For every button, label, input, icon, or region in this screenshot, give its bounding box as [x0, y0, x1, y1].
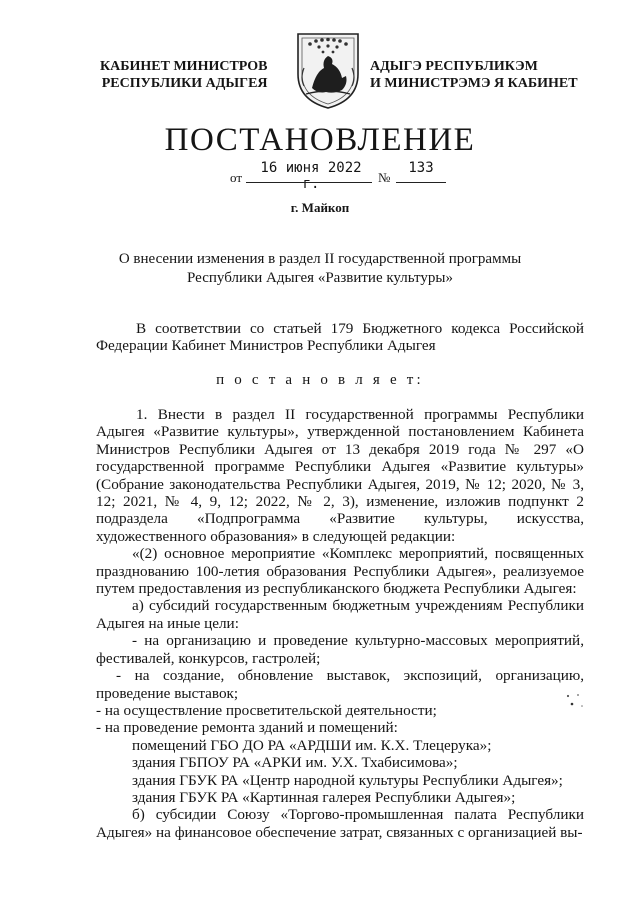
list-item: здания ГБУК РА «Картинная галерея Республики Адыгея»; [132, 788, 516, 806]
paragraph: а) субсидий государственным бюджетным учреждениям Республики Адыгея на иные цели: [96, 597, 584, 632]
coat-of-arms-icon [288, 28, 368, 110]
document-subject [0, 250, 640, 288]
paragraph: «(2) основное мероприятие «Комплекс мероприятий, посвященных празднованию 100-летия образования Республики Адыгея», реализуемое путем предоставления из республиканского бюджета Республики Адыгея: [96, 545, 584, 598]
list-item: здания ГБУК РА «Центр народной культуры Республики Адыгея»; [132, 771, 563, 789]
subject-line: О внесении изменения в раздел II государственной программы [118, 251, 522, 267]
list-item: здания ГБПОУ РА «АРКИ им. У.Х. Тхабисимова»; [132, 754, 458, 772]
document-number: 133 [408, 160, 434, 176]
subject-line: Республики Адыгея «Развитие культуры» [187, 270, 453, 286]
scan-speck-mark [564, 692, 588, 714]
issuer-line: И МИНИСТРЭМЭ Я КАБИНЕТ [370, 76, 578, 91]
paragraph: б) субсидии Союзу «Торгово-промышленная палата Республики Адыгея» на финансовое обеспечение затрат, связанных с организацией вы- [96, 806, 584, 841]
document-date: 16 июня 2022 г. [260, 160, 362, 192]
list-item: - на проведение ремонта зданий и помещений: [96, 719, 398, 737]
issuer-name-adyghe [370, 58, 578, 92]
issuer-line: РЕСПУБЛИКИ АДЫГЕЯ [101, 76, 268, 91]
preamble [96, 320, 584, 355]
list-item: - на создание, обновление выставок, экспозиций, организацию, проведение выставок; [96, 667, 584, 702]
preamble-text: В соответствии со статьей 179 Бюджетного кодекса Российской Федерации Кабинет Министров Республики Адыгея [96, 320, 584, 355]
document-title: ПОСТАНОВЛЕНИЕ [164, 122, 476, 158]
list-item: - на организацию и проведение культурно-массовых мероприятий, фестивалей, конкурсов, гастролей; [96, 632, 584, 667]
list-item: - на осуществление просветительской деятельности; [96, 701, 437, 719]
decree-word: п о с т а н о в л я е т: [216, 372, 424, 388]
issuer-line: АДЫГЭ РЕСПУБЛИКЭМ [370, 59, 538, 74]
list-item: помещений ГБО ДО РА «АРДШИ им. К.Х. Тлецерука»; [132, 736, 492, 754]
number-sign: № [378, 170, 391, 185]
date-underline [246, 182, 372, 183]
date-prefix: от [230, 170, 243, 185]
paragraph: 1. Внести в раздел II государственной программы Республики Адыгея «Развитие культуры», утвержденной постановлением Кабинета Министров Республики Адыгея от 13 декабря 2019 года № 297 «О государственной программе Республики Адыгея «Развитие культуры» (Собрание законодательства Республики Адыгея, 2019, № 12; 2020, № 3, 12; 2021, № 4, 9, 12; 2022, № 2, 3), изменение, изложив подпункт 2 подраздела «Подпрограмма «Развитие культуры, искусства, художественного образования» в следующей редакции: [96, 406, 584, 545]
place-of-issue: г. Майкоп [290, 200, 350, 215]
number-underline [396, 182, 446, 183]
issuer-name-russian [100, 58, 268, 92]
resolution-body [96, 406, 584, 841]
issuer-line: КАБИНЕТ МИНИСТРОВ [100, 59, 268, 74]
